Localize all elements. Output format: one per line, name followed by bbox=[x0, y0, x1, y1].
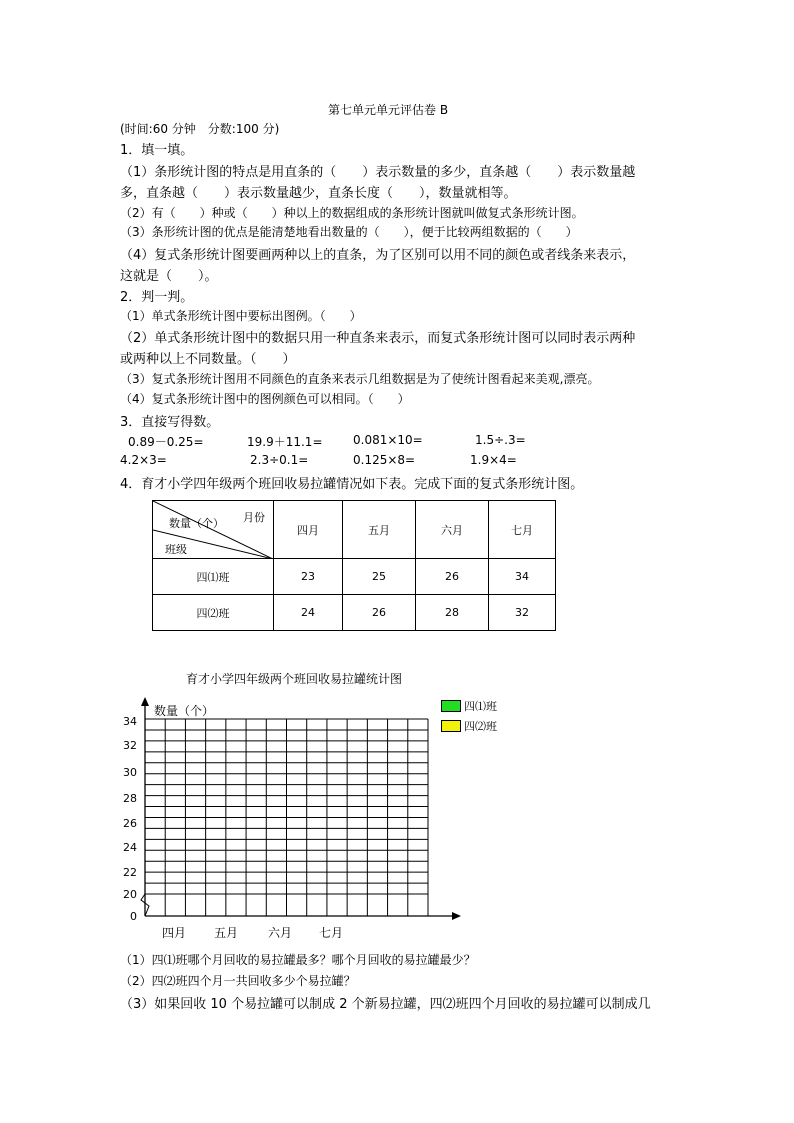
y-tick-label: 30 bbox=[123, 766, 137, 779]
section-2-heading: 2．判一判。 bbox=[120, 290, 194, 305]
chart-title: 育才小学四年级两个班回收易拉罐统计图 bbox=[186, 672, 403, 686]
calc-7: 0.125×8= bbox=[353, 453, 416, 467]
header-month: 六月 bbox=[416, 501, 489, 559]
section-1-heading: 1．填一填。 bbox=[120, 143, 194, 158]
s1-q3: （3）条形统计图的优点是能清楚地看出数量的（ ），便于比较两组数据的（ ） bbox=[120, 225, 578, 239]
row-label: 四⑵班 bbox=[153, 595, 274, 631]
s2-q3: （3）复式条形统计图用不同颜色的直条来表示几组数据是为了使统计图看起来美观,漂亮。 bbox=[120, 372, 600, 386]
y-tick-label: 24 bbox=[123, 841, 137, 854]
cell-value: 25 bbox=[343, 559, 416, 595]
exam-meta: (时间:60 分钟 分数:100 分) bbox=[120, 122, 280, 136]
header-month: 四月 bbox=[274, 501, 343, 559]
s2-q4: （4）复式条形统计图中的图例颜色可以相同。（ ） bbox=[120, 392, 410, 406]
page-title: 第七单元单元评估卷 B bbox=[328, 103, 449, 117]
corner-label-month: 月份 bbox=[243, 511, 265, 524]
s1-q1-line1: （1）条形统计图的特点是用直条的（ ）表示数量的多少，直条越（ ）表示数量越 bbox=[120, 165, 636, 180]
s1-q1-line2: 多，直条越（ ）表示数量越少，直条长度（ ），数量就相等。 bbox=[120, 186, 517, 201]
cell-value: 24 bbox=[274, 595, 343, 631]
y-tick-label: 28 bbox=[123, 792, 137, 805]
calc-4: 1.5÷.3= bbox=[475, 433, 526, 447]
y-tick-label: 34 bbox=[123, 715, 137, 728]
y-tick-label: 0 bbox=[130, 910, 137, 923]
x-axis-arrow bbox=[452, 912, 461, 920]
s4-q1: （1）四⑴班哪个月回收的易拉罐最多？哪个月回收的易拉罐最少？ bbox=[120, 953, 476, 967]
x-tick-label: 六月 bbox=[268, 926, 293, 940]
x-tick-label: 四月 bbox=[162, 926, 187, 940]
cell-value: 26 bbox=[416, 559, 489, 595]
s1-q4-line1: （4）复式条形统计图要画两种以上的直条，为了区别可以用不同的颜色或者线条来表示， bbox=[120, 248, 636, 263]
row-label: 四⑴班 bbox=[153, 559, 274, 595]
corner-label-quantity: 数量（个） bbox=[169, 517, 224, 530]
corner-label-class: 班级 bbox=[165, 543, 187, 556]
x-tick-label: 七月 bbox=[319, 926, 344, 940]
s2-q2-line2: 或两种以上不同数量。（ ） bbox=[120, 352, 296, 367]
cell-value: 32 bbox=[489, 595, 556, 631]
header-month: 五月 bbox=[343, 501, 416, 559]
section-3-heading: 3．直接写得数。 bbox=[120, 415, 220, 430]
s1-q4-line2: 这就是（ ）。 bbox=[120, 269, 218, 284]
cell-value: 34 bbox=[489, 559, 556, 595]
y-tick-label: 32 bbox=[123, 739, 137, 752]
header-month: 七月 bbox=[489, 501, 556, 559]
s1-q2: （2）有（ ）种或（ ）种以上的数据组成的条形统计图就叫做复式条形统计图。 bbox=[120, 206, 584, 220]
calc-3: 0.081×10= bbox=[353, 433, 423, 447]
section-4-heading: 4．育才小学四年级两个班回收易拉罐情况如下表。完成下面的复式条形统计图。 bbox=[120, 477, 584, 492]
calc-1: 0.89－0.25= bbox=[128, 435, 204, 449]
s4-q2: （2）四⑵班四个月一共回收多少个易拉罐？ bbox=[120, 974, 356, 988]
legend-label-class1: 四⑴班 bbox=[464, 700, 497, 713]
y-tick-label: 26 bbox=[123, 817, 137, 830]
calc-6: 2.3÷0.1= bbox=[250, 453, 309, 467]
y-tick-label: 22 bbox=[123, 866, 137, 879]
legend-label-class2: 四⑵班 bbox=[464, 720, 497, 733]
cell-value: 23 bbox=[274, 559, 343, 595]
s2-q2-line1: （2）单式条形统计图中的数据只用一种直条来表示，而复式条形统计图可以同时表示两种 bbox=[120, 331, 636, 346]
calc-8: 1.9×4= bbox=[470, 453, 517, 467]
calc-5: 4.2×3= bbox=[120, 453, 167, 467]
x-tick-label: 五月 bbox=[214, 926, 239, 940]
y-axis-arrow bbox=[141, 697, 149, 706]
y-tick-label: 20 bbox=[123, 888, 137, 901]
chart-y-label: 数量（个） bbox=[154, 704, 215, 718]
s4-q3: （3）如果回收 10 个易拉罐可以制成 2 个新易拉罐，四⑵班四个月回收的易拉罐可以制成几 bbox=[120, 997, 651, 1012]
cell-value: 26 bbox=[343, 595, 416, 631]
calc-2: 19.9＋11.1= bbox=[247, 435, 323, 449]
s2-q1: （1）单式条形统计图中要标出图例。（ ） bbox=[120, 309, 362, 323]
cell-value: 28 bbox=[416, 595, 489, 631]
